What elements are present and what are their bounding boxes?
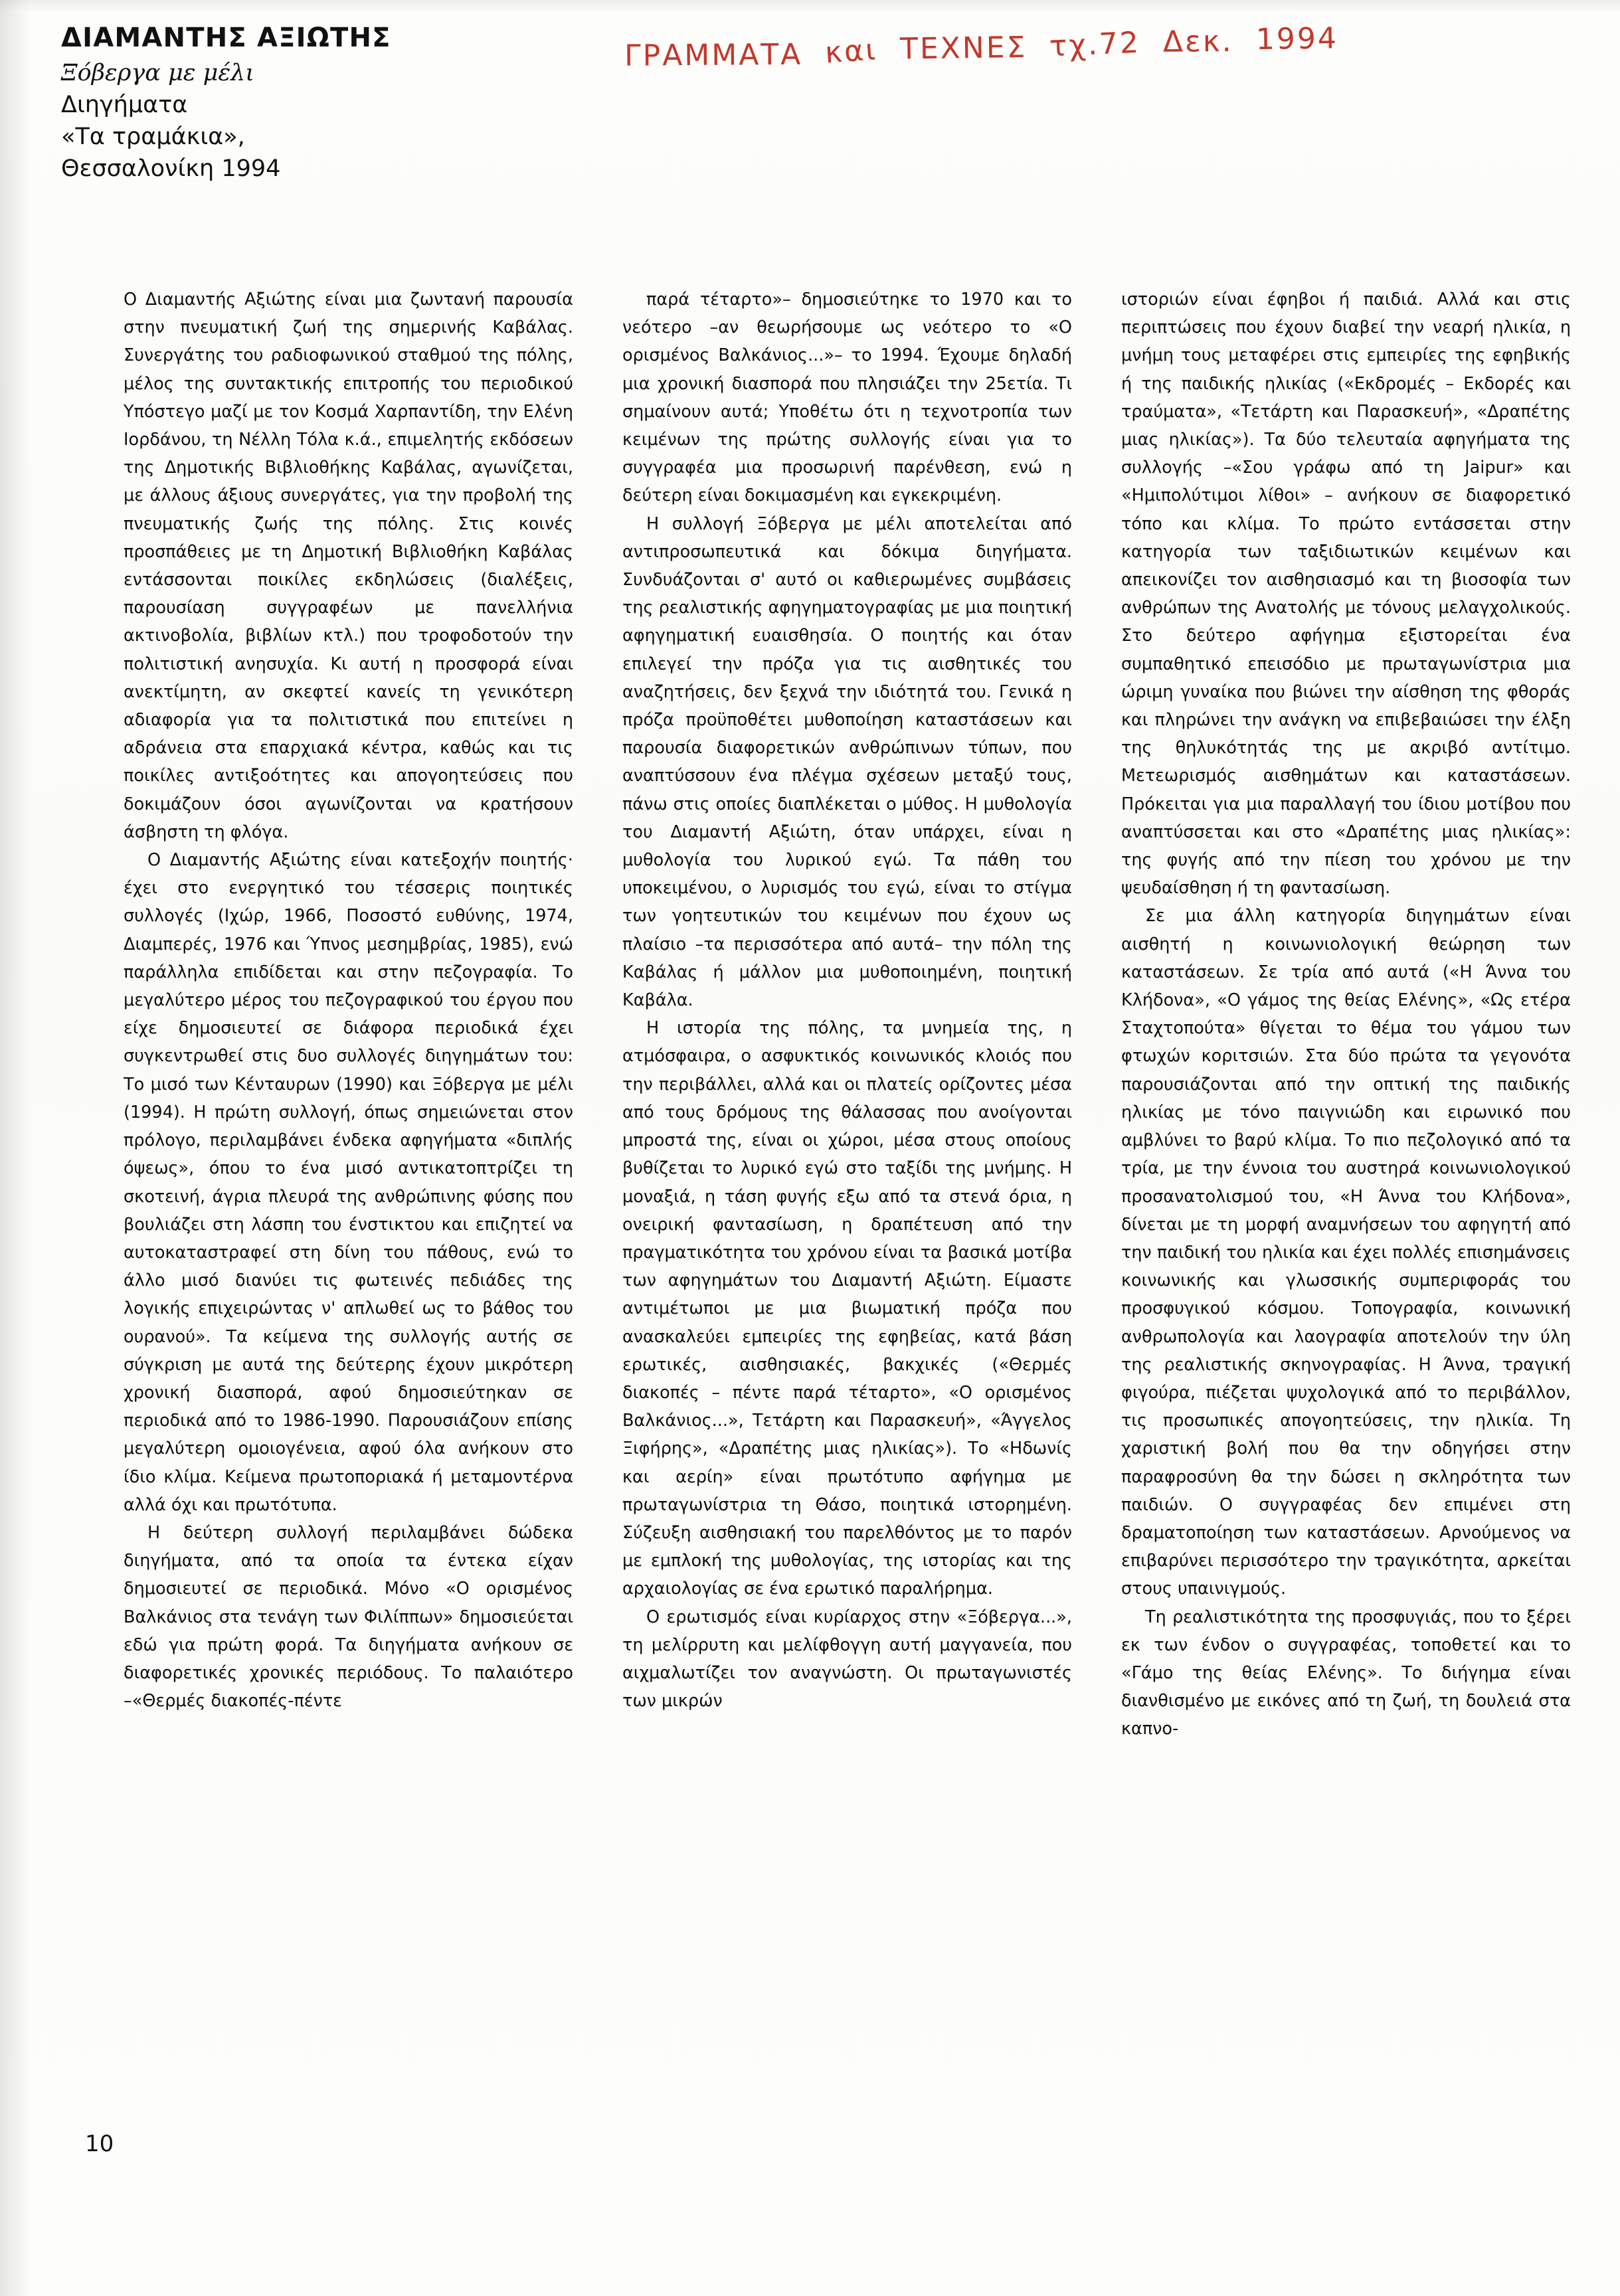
- annotation-part-4: τχ.72: [1049, 25, 1142, 64]
- paragraph: Τη ρεαλιστικότητα της προσφυγιάς, που το ξέρει εκ των ένδον ο συγγραφέας, τοποθετεί και το «Γάμο της θείας Ελένης». Το διήγημα είναι διανθισμένο με εικόνες από τη ζωή, τη δουλειά στα καπνο-: [1121, 1607, 1571, 1739]
- column-2: [622, 286, 1072, 1743]
- book-publisher: «Τα τραμάκια»,: [61, 124, 245, 150]
- scan-edge-left: [0, 0, 31, 2296]
- book-genre: Διηγήματα: [61, 92, 188, 118]
- paragraph: Ο Διαμαντής Αξιώτης είναι κατεξοχήν ποιητής· έχει στο ενεργητικό του τέσσερις ποιητικές συλλογές (Ιχώρ, 1966, Ποσοστό ευθύνης, 1974, Διαμπερές, 1976 και Ύπνος μεσημβρίας, 1985), ενώ παράλληλα επιδίδεται και στην πεζογραφία. Το μεγαλύτερο μέρος του πεζογραφικού του έργου που είχε δημοσιευτεί σε διάφορα περιοδικά έχει συγκεντρωθεί στις δυο συλλογές διηγημάτων του: Το μισό των Κένταυρων (1990) και Ξόβεργα με μέλι (1994). Η πρώτη συλλογή, όπως σημειώνεται στον πρόλογο, περιλαμβάνει ένδεκα αφηγήματα «διπλής όψεως», όπου το ένα μισό αντικατοπτρίζει τη σκοτεινή, άγρια πλευρά της ανθρώπινης φύσης που βουλιάζει στη λάσπη του ένστικτου και επιζητεί να αυτοκαταστραφεί στη δίνη του πάθους, ενώ το άλλο μισό διανύει τις φωτεινές πεδιάδες της λογικής επιχειρώντας ν' απλωθεί ως το βάθος του ουρανού». Τα κείμενα της συλλογής αυτής σε σύγκριση με αυτά της δεύτερης έχουν μικρότερη χρονική διασπορά, αφού δημοσιεύτηκαν σε περιοδικά από το 1986-1990. Παρουσιάζουν επίσης μεγαλύτερη ομοιογένεια, αφού όλα ανήκουν στο ίδιο κλίμα. Κείμενα πρωτοποριακά ή μεταμοντέρνα αλλά όχι και πρωτότυπα.: [124, 850, 573, 1515]
- annotation-part-6: 1994: [1255, 21, 1339, 57]
- annotation-part-1: ΓΡΑΜΜΑΤΑ: [624, 37, 803, 73]
- paragraph: ιστοριών είναι έφηβοι ή παιδιά. Αλλά και στις περιπτώσεις που έχουν διαβεί την νεαρή ηλικία, η μνήμη τους μεταφέρει στις εμπειρίες της εφηβικής ή της παιδικής ηλικίας («Εκδρομές – Εκδορές και τραύματα», «Τετάρτη και Παρασκευή», «Δραπέτης μιας ηλικίας»). Τα δύο τελευταία αφηγήματα της συλλογής –«Σου γράφω από τη Jaipur» και «Ημιπολύτιμοι λίθοι» – ανήκουν σε διαφορετικό τόπο και κλίμα. Το πρώτο εντάσσεται στην κατηγορία των ταξιδιωτικών κειμένων και απεικονίζει τον αισθησιασμό και τη βιοσοφία των ανθρώπων της Ανατολής με τόνους μελαγχολικούς. Στο δεύτερο αφήγημα εξιστορείται ένα συμπαθητικό επεισόδιο με πρωταγωνίστρια μια ώριμη γυναίκα που βιώνει την αίσθηση της φθοράς και πληρώνει την ανάγκη να επιβεβαιώσει την έλξη της θηλυκότητάς της με ακριβό αντίτιμο. Μετεωρισμός αισθημάτων και καταστάσεων. Πρόκειται για μια παραλλαγή του ίδιου μοτίβου που αναπτύσσεται και στο «Δραπέτης μιας ηλικίας»: της φυγής από την πίεση του χρόνου με την ψευδαίσθηση ή τη φαντασίωση.: [1121, 290, 1571, 899]
- column-3: [1121, 286, 1571, 1743]
- paragraph: Η ιστορία της πόλης, τα μνημεία της, η ατμόσφαιρα, ο ασφυκτικός κοινωνικός κλοιός που την περιβάλλει, αλλά και οι πλατείς ορίζοντες μέσα από τους δρόμους της θάλασσας που ανοίγονται μπροστά της, είναι οι χώροι, μέσα στους οποίους βυθίζεται το λυρικό εγώ στο ταξίδι της μνήμης. Η μοναξιά, η τάση φυγής εξω από τα στενά όρια, η ονειρική φαντασίωση, η δραπέτευση από την πραγματικότητα του χρόνου είναι τα βασικά μοτίβα των αφηγημάτων του Διαμαντή Αξιώτη. Είμαστε αντιμέτωποι με μια βιωματική πρόζα που ανασκαλεύει εμπειρίες της εφηβείας, κατά βάση ερωτικές, αισθησιακές, βακχικές («Θερμές διακοπές – πέντε παρά τέταρτο», «Ο ορισμένος Βαλκάνιος...», Τετάρτη και Παρασκευή», «Άγγελος Ξιφήρης», «Δραπέτης μιας ηλικίας»). Το «Ηδωνίς και αερίη» είναι πρωτότυπο αφήγημα με πρωταγωνίστρια τη Θάσο, ποιητικά ιστορημένη. Σύζευξη αισθησιακή του παρελθόντος με το παρόν με εμπλοκή της μυθολογίας, της ιστορίας και της αρχαιολογίας σε ένα ερωτικό παραλήρημα.: [622, 1018, 1072, 1599]
- annotation-part-5: Δεκ.: [1162, 24, 1234, 59]
- article-body: [124, 286, 1572, 1743]
- book-reference-block: [61, 23, 659, 187]
- paragraph: παρά τέταρτο»– δημοσιεύτηκε το 1970 και το νεότερο –αν θεωρήσουμε ως νεότερο το «Ο ορισμένος Βαλκάνιος...»– το 1994. Έχουμε δηλαδή μια χρονική διασπορά που πλησιάζει την 25ετία. Τι σημαίνουν αυτά; Υποθέτω ότι η τεχνοτροπία των κειμένων της πρώτης συλλογής είναι για το συγγραφέα μια προσωρινή παρένθεση, ενώ η δεύτερη είναι δοκιμασμένη και εγκεκριμένη.: [622, 290, 1072, 506]
- paragraph: Ο Διαμαντής Αξιώτης είναι μια ζωντανή παρουσία στην πνευματική ζωή της σημερινής Καβάλας. Συνεργάτης του ραδιοφωνικού σταθμού της πόλης, μέλος της συντακτικής επιτροπής του περιοδικού Υπόστεγο μαζί με τον Κοσμά Χαρπαντίδη, την Ελένη Ιορδάνου, τη Νέλλη Τόλα κ.ά., επιμελητής εκδόσεων της Δημοτικής Βιβλιοθήκης Καβάλας, αγωνίζεται, με άλλους άξιους συνεργάτες, για την προβολή της πνευματικής ζωής της πόλης. Στις κοινές προσπάθειες με τη Δημοτική Βιβλιοθήκη Καβάλας εντάσσονται ποικίλες εκδηλώσεις (διαλέξεις, παρουσίαση συγγραφέων με πανελλήνια ακτινοβολία, βιβλίων κτλ.) που τροφοδοτούν την πολιτιστική ανησυχία. Κι αυτή η προσφορά είναι ανεκτίμητη, αν σκεφτεί κανείς τη γενικότερη αδιαφορία για τα πολιτιστικά που επιτείνει η αδράνεια στα επαρχιακά κέντρα, καθώς και τις ποικίλες αντιξοότητες και απογοητεύσεις που δοκιμάζουν όσοι αγωνίζονται να κρατήσουν άσβηστη τη φλόγα.: [124, 290, 573, 842]
- paragraph: Η συλλογή Ξόβεργα με μέλι αποτελείται από αντιπροσωπευτικά και δόκιμα διηγήματα. Συνδυάζονται σ' αυτό οι καθιερωμένες συμβάσεις της ρεαλιστικής αφηγηματογραφίας με μια ποιητική αφηγηματική ευαισθησία. Ο ποιητής και όταν επιλεγεί την πρόζα για τις αισθητικές του αναζητήσεις, δεν ξεχνά την ιδιότητά του. Γενικά η πρόζα προϋποθέτει μυθοποίηση καταστάσεων και παρουσία διαφορετικών ανθρώπινων τύπων, που αναπτύσσουν ένα πλέγμα σχέσεων μεταξύ τους, πάνω στις οποίες διαπλέκεται ο μύθος. Η μυθολογία του Διαμαντή Αξιώτη, όταν υπάρχει, είναι η μυθολογία του λυρικού εγώ. Τα πάθη του υποκειμένου, ο λυρισμός του εγώ, είναι το στίγμα των γοητευτικών του κειμένων που έχουν ως πλαίσιο –τα περισσότερα από αυτά– την πόλη της Καβάλας ή μάλλον μια μυθοποιημένη, ποιητική Καβάλα.: [622, 513, 1072, 1011]
- page-number: 10: [85, 2131, 114, 2157]
- handwritten-annotation: [624, 21, 1362, 75]
- annotation-part-3: ΤΕΧΝΕΣ: [899, 30, 1028, 66]
- author-name: ΔΙΑΜΑΝΤΗΣ ΑΞΙΩΤΗΣ: [61, 23, 391, 53]
- paragraph: Η δεύτερη συλλογή περιλαμβάνει δώδεκα διηγήματα, από τα οποία τα έντεκα είχαν δημοσιευτεί σε περιοδικά. Μόνο «Ο ορισμένος Βαλκάνιος στα τενάγη των Φιλίππων» δημοσιεύεται εδώ για πρώτη φορά. Τα διηγήματα ανήκουν σε διαφορετικές χρονικές περιόδους. Το παλαιότερο –«Θερμές διακοπές-πέντε: [124, 1522, 573, 1712]
- book-title: Ξόβεργα με μέλι: [61, 60, 255, 86]
- paragraph: Σε μια άλλη κατηγορία διηγημάτων είναι αισθητή η κοινωνιολογική θεώρηση των καταστάσεων. Σε τρία από αυτά («Η Άννα του Κλήδονα», «Ο γάμος της θείας Ελένης», «Ως ετέρα Σταχτοπούτα» θίγεται το θέμα του γάμου των φτωχών κοριτσιών. Στα δύο πρώτα τα γεγονότα παρουσιάζονται από την οπτική της παιδικής ηλικίας με τόνο παιγνιώδη και ειρωνικό που αμβλύνει το βαρύ κλίμα. Το πιο πεζολογικό από τα τρία, με την έννοια του αυστηρά κοινωνιολογικού προσανατολισμού του, «Η Άννα του Κλήδονα», δίνεται με τη μορφή αναμνήσεων του αφηγητή από την παιδική του ηλικία και έχει πολλές επισημάνσεις κοινωνικής και γλωσσικής συμπεριφοράς του προσφυγικού κόσμου. Τοπογραφία, κοινωνική ανθρωπολογία και λαογραφία αποτελούν την ύλη της ρεαλιστικής σκηνογραφίας. Η Άννα, τραγική φιγούρα, πιέζεται ψυχολογικά από το περιβάλλον, τις προσωπικές απογοητεύσεις, την ηλικία. Τη χαριστική βολή που θα την οδηγήσει στην παραφροσύνη θα την δώσει η σκληρότητα των παιδιών. Ο συγγραφέας δεν επιμένει στη δραματοποίηση των καταστάσεων. Αρνούμενος να επιβαρύνει περισσότερο την τραγικότητα, αρκείται στους υπαινιγμούς.: [1121, 906, 1571, 1599]
- scan-edge-top: [0, 0, 1620, 12]
- book-place-year: Θεσσαλονίκη 1994: [61, 155, 281, 182]
- column-1: [124, 286, 573, 1743]
- paragraph: Ο ερωτισμός είναι κυρίαρχος στην «Ξόβεργα...», τη μελίρρυτη και μελίφθογγη αυτή μαγγανεία, που αιχμαλωτίζει τον αναγνώστη. Οι πρωταγωνιστές των μικρών: [622, 1607, 1072, 1712]
- annotation-part-2: και: [824, 33, 879, 70]
